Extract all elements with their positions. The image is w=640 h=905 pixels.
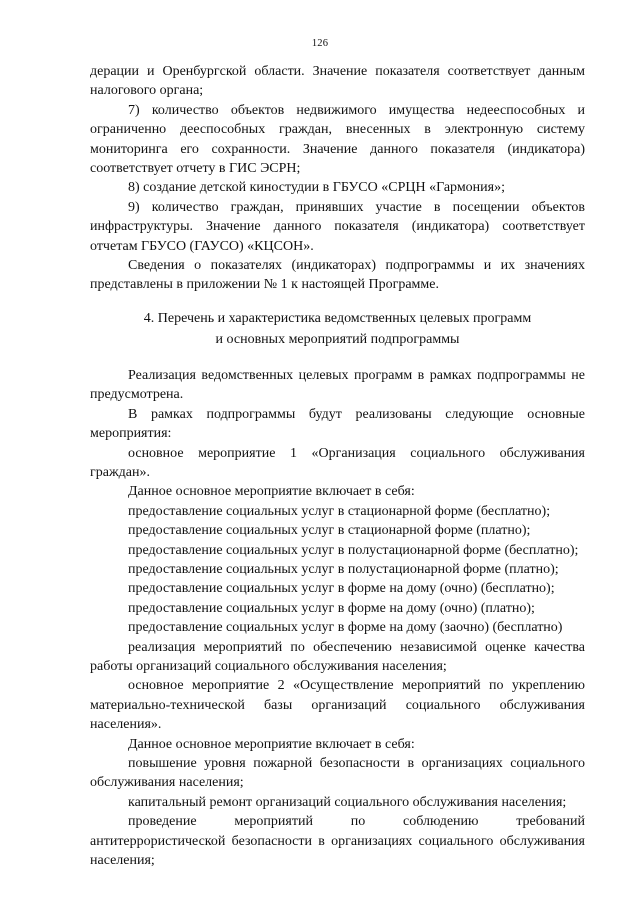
- list-item: предоставление социальных услуг в форме на дому (очно) (платно);: [128, 600, 535, 616]
- paragraph: 7) количество объектов недвижимого имущества недееспособных и ограниченно дееспособных граждан, внесенных в электронную систему мониторинга его сохранности. Значение данного показателя (индикатора) соответствует отчету в ГИС ЭСРН;: [90, 102, 585, 177]
- paragraph: 8) создание детской киностудии в ГБУСО «СРЦН «Гармония»;: [128, 180, 505, 196]
- section-heading: [90, 308, 585, 350]
- paragraph: Сведения о показателях (индикаторах) подпрограммы и их значениях представлены в приложении № 1 к настоящей Программе.: [90, 258, 585, 293]
- list-item: реализация мероприятий по обеспечению независимой оценке качества работы организаций социального обслуживания населения;: [90, 639, 585, 674]
- page-number: 126: [311, 38, 329, 49]
- list-item: предоставление социальных услуг в форме на дому (заочно) (бесплатно): [128, 620, 563, 636]
- list-item: повышение уровня пожарной безопасности в организациях социального обслуживания населения;: [90, 756, 585, 791]
- list-item: предоставление социальных услуг в полустационарной форме (бесплатно);: [128, 542, 579, 558]
- list-item: предоставление социальных услуг в форме на дому (очно) (бесплатно);: [128, 581, 555, 597]
- paragraph: основное мероприятие 2 «Осуществление мероприятий по укреплению материально-технической базы организаций социального обслуживания населения».: [90, 678, 585, 733]
- paragraph: Реализация ведомственных целевых программ в рамках подпрограммы не предусмотрена.: [90, 367, 585, 403]
- paragraph: Данное основное мероприятие включает в себя:: [128, 484, 415, 500]
- paragraph: Данное основное мероприятие включает в себя:: [128, 736, 415, 752]
- section-heading-line-2: и основных мероприятий подпрограммы: [215, 331, 460, 347]
- paragraph: основное мероприятие 1 «Организация социального обслуживания граждан».: [90, 445, 585, 480]
- list-item: предоставление социальных услуг в полустационарной форме (платно);: [128, 561, 559, 577]
- list-item: предоставление социальных услуг в стационарной форме (платно);: [128, 523, 531, 539]
- list-item: проведение мероприятий по соблюдению требований антитеррористической безопасности в организациях социального обслуживания населения;: [90, 814, 585, 869]
- document-body: [90, 62, 585, 870]
- paragraph: В рамках подпрограммы будут реализованы следующие основные мероприятия:: [90, 406, 585, 442]
- list-item: предоставление социальных услуг в стационарной форме (бесплатно);: [128, 503, 551, 519]
- paragraph: дерации и Оренбургской области. Значение показателя соответствует данным налогового органа;: [90, 64, 585, 99]
- section-heading-line-1: 4. Перечень и характеристика ведомственных целевых программ: [143, 310, 532, 326]
- paragraph: 9) количество граждан, принявших участие в посещении объектов инфраструктуры. Значение данного показателя (индикатора) соответствует отчетам ГБУСО (ГАУСО) «КЦСОН».: [90, 199, 585, 254]
- list-item: капитальный ремонт организаций социального обслуживания населения;: [128, 794, 567, 810]
